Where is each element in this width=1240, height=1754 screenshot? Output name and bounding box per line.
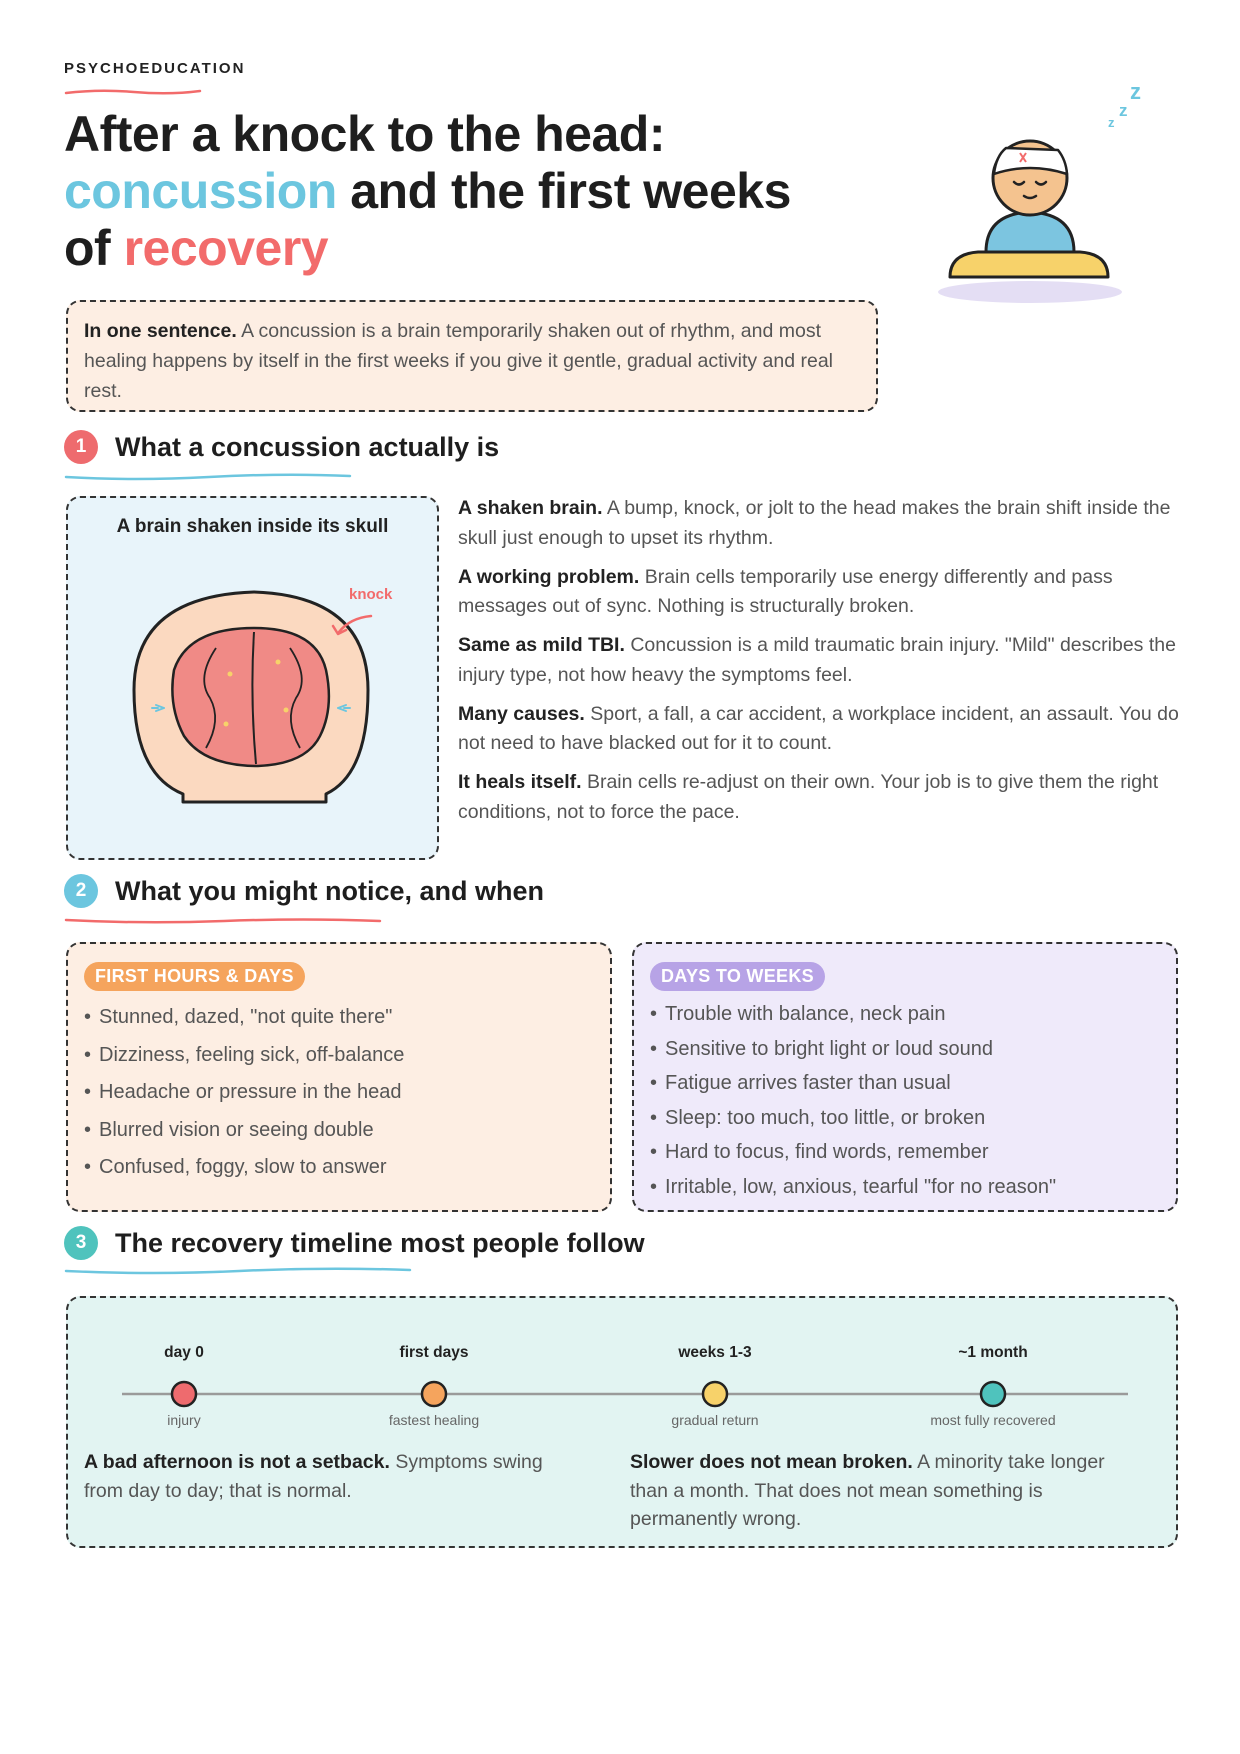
timeline-dot	[422, 1382, 446, 1406]
knock-label: knock	[349, 586, 393, 603]
recovery-timeline-card	[66, 1296, 1178, 1548]
fact-item: A working problem. Brain cells temporarily use energy differently and pass messages out of sync. Nothing is structurally broken.	[458, 565, 1113, 617]
section-2-number: 2	[64, 874, 98, 908]
timeline-note-right: Slower does not mean broken. A minority take longer than a month. That does not mean something is permanently wrong.	[630, 1451, 1105, 1530]
timeline-dot	[981, 1382, 1005, 1406]
page-title	[64, 106, 884, 277]
illustration-caption: A brain shaken inside its skull	[116, 516, 389, 537]
later-symptoms-tag: DAYS TO WEEKS	[650, 962, 825, 991]
fact-item: It heals itself. Brain cells re-adjust on their own. Your job is to give them the right conditions, not to force the pace.	[458, 771, 1159, 823]
stage-label: ~1 month	[958, 1344, 1028, 1361]
section-1-title: What a concussion actually is	[115, 431, 500, 462]
section-3-number: 3	[64, 1226, 98, 1260]
section-1-underline	[64, 472, 354, 482]
body	[986, 212, 1074, 252]
summary-text: A concussion is a brain temporarily shaken out of rhythm, and most healing happens by itself in the first weeks if you give it gentle, gradual activity and real rest.	[84, 320, 834, 402]
title-accent-recovery: recovery	[123, 220, 329, 276]
summary-lead: In one sentence.	[84, 320, 237, 342]
timeline-dot	[703, 1382, 727, 1406]
shadow	[938, 281, 1122, 303]
section-2-title: What you might notice, and when	[115, 875, 544, 906]
eyebrow-label: PSYCHOEDUCATION	[64, 60, 246, 77]
title-line-3-prefix: of	[64, 220, 124, 276]
fact-item: Many causes. Sport, a fall, a car accident, a workplace incident, an assault. You do not need to have blacked out for it to count.	[458, 702, 1179, 754]
zzz-small: z	[1108, 115, 1115, 130]
section-3-title: The recovery timeline most people follow	[115, 1227, 645, 1258]
section-3-heading	[64, 1226, 645, 1260]
list-item: • Dizziness, feeling sick, off-balance	[84, 1037, 594, 1075]
later-symptoms-panel	[632, 942, 1178, 1212]
stage-sub: most fully recovered	[930, 1412, 1056, 1428]
section-1-number: 1	[64, 430, 98, 464]
title-line-2: and the first weeks	[336, 163, 791, 219]
early-symptoms-panel	[66, 942, 612, 1212]
early-symptoms-list	[84, 999, 594, 1187]
list-item: • Trouble with balance, neck pain	[650, 997, 1160, 1032]
zzz-large: z	[1130, 79, 1141, 104]
list-item: • Sleep: too much, too little, or broken	[650, 1101, 1160, 1136]
list-item: • Fatigue arrives faster than usual	[650, 1066, 1160, 1101]
section-2-underline	[64, 916, 384, 926]
pillow	[950, 252, 1108, 277]
list-item: • Hard to focus, find words, remember	[650, 1135, 1160, 1170]
list-item: • Sensitive to bright light or loud sound	[650, 1032, 1160, 1067]
section-3-underline	[64, 1266, 414, 1276]
brain-illustration-card	[66, 496, 439, 860]
eyebrow-underline	[64, 88, 204, 96]
list-item: • Stunned, dazed, "not quite there"	[84, 999, 594, 1037]
timeline-dot	[172, 1382, 196, 1406]
later-symptoms-list	[650, 997, 1160, 1204]
stage-sub: gradual return	[671, 1412, 759, 1428]
brain	[172, 628, 329, 766]
fact-item: A shaken brain. A bump, knock, or jolt to the head makes the brain shift inside the skull just enough to upset its rhythm.	[458, 497, 1171, 549]
fact-item: Same as mild TBI. Concussion is a mild traumatic brain injury. "Mild" describes the injury type, not how heavy the symptoms feel.	[458, 634, 1176, 686]
summary-box	[66, 300, 878, 412]
brain-in-skull-icon	[68, 498, 441, 862]
stage-label: day 0	[164, 1344, 204, 1361]
stage-label: first days	[399, 1344, 469, 1361]
section-2-heading	[64, 874, 544, 908]
title-accent-concussion: concussion	[64, 163, 337, 219]
list-item: • Blurred vision or seeing double	[84, 1112, 594, 1150]
stage-sub: injury	[167, 1412, 201, 1428]
list-item: • Headache or pressure in the head	[84, 1074, 594, 1112]
list-item: • Irritable, low, anxious, tearful "for no reason"	[650, 1170, 1160, 1205]
early-symptoms-tag: FIRST HOURS & DAYS	[84, 962, 305, 991]
title-line-1: After a knock to the head:	[64, 106, 665, 162]
concussion-facts	[458, 494, 1188, 837]
timeline-note-left: A bad afternoon is not a setback. Symptoms swing from day to day; that is normal.	[84, 1451, 543, 1502]
zzz-medium: z	[1119, 101, 1128, 120]
sleeping-person-icon	[930, 76, 1150, 306]
stage-sub: fastest healing	[388, 1412, 480, 1428]
list-item: • Confused, foggy, slow to answer	[84, 1149, 594, 1187]
stage-label: weeks 1-3	[678, 1344, 752, 1361]
section-1-heading	[64, 430, 499, 464]
